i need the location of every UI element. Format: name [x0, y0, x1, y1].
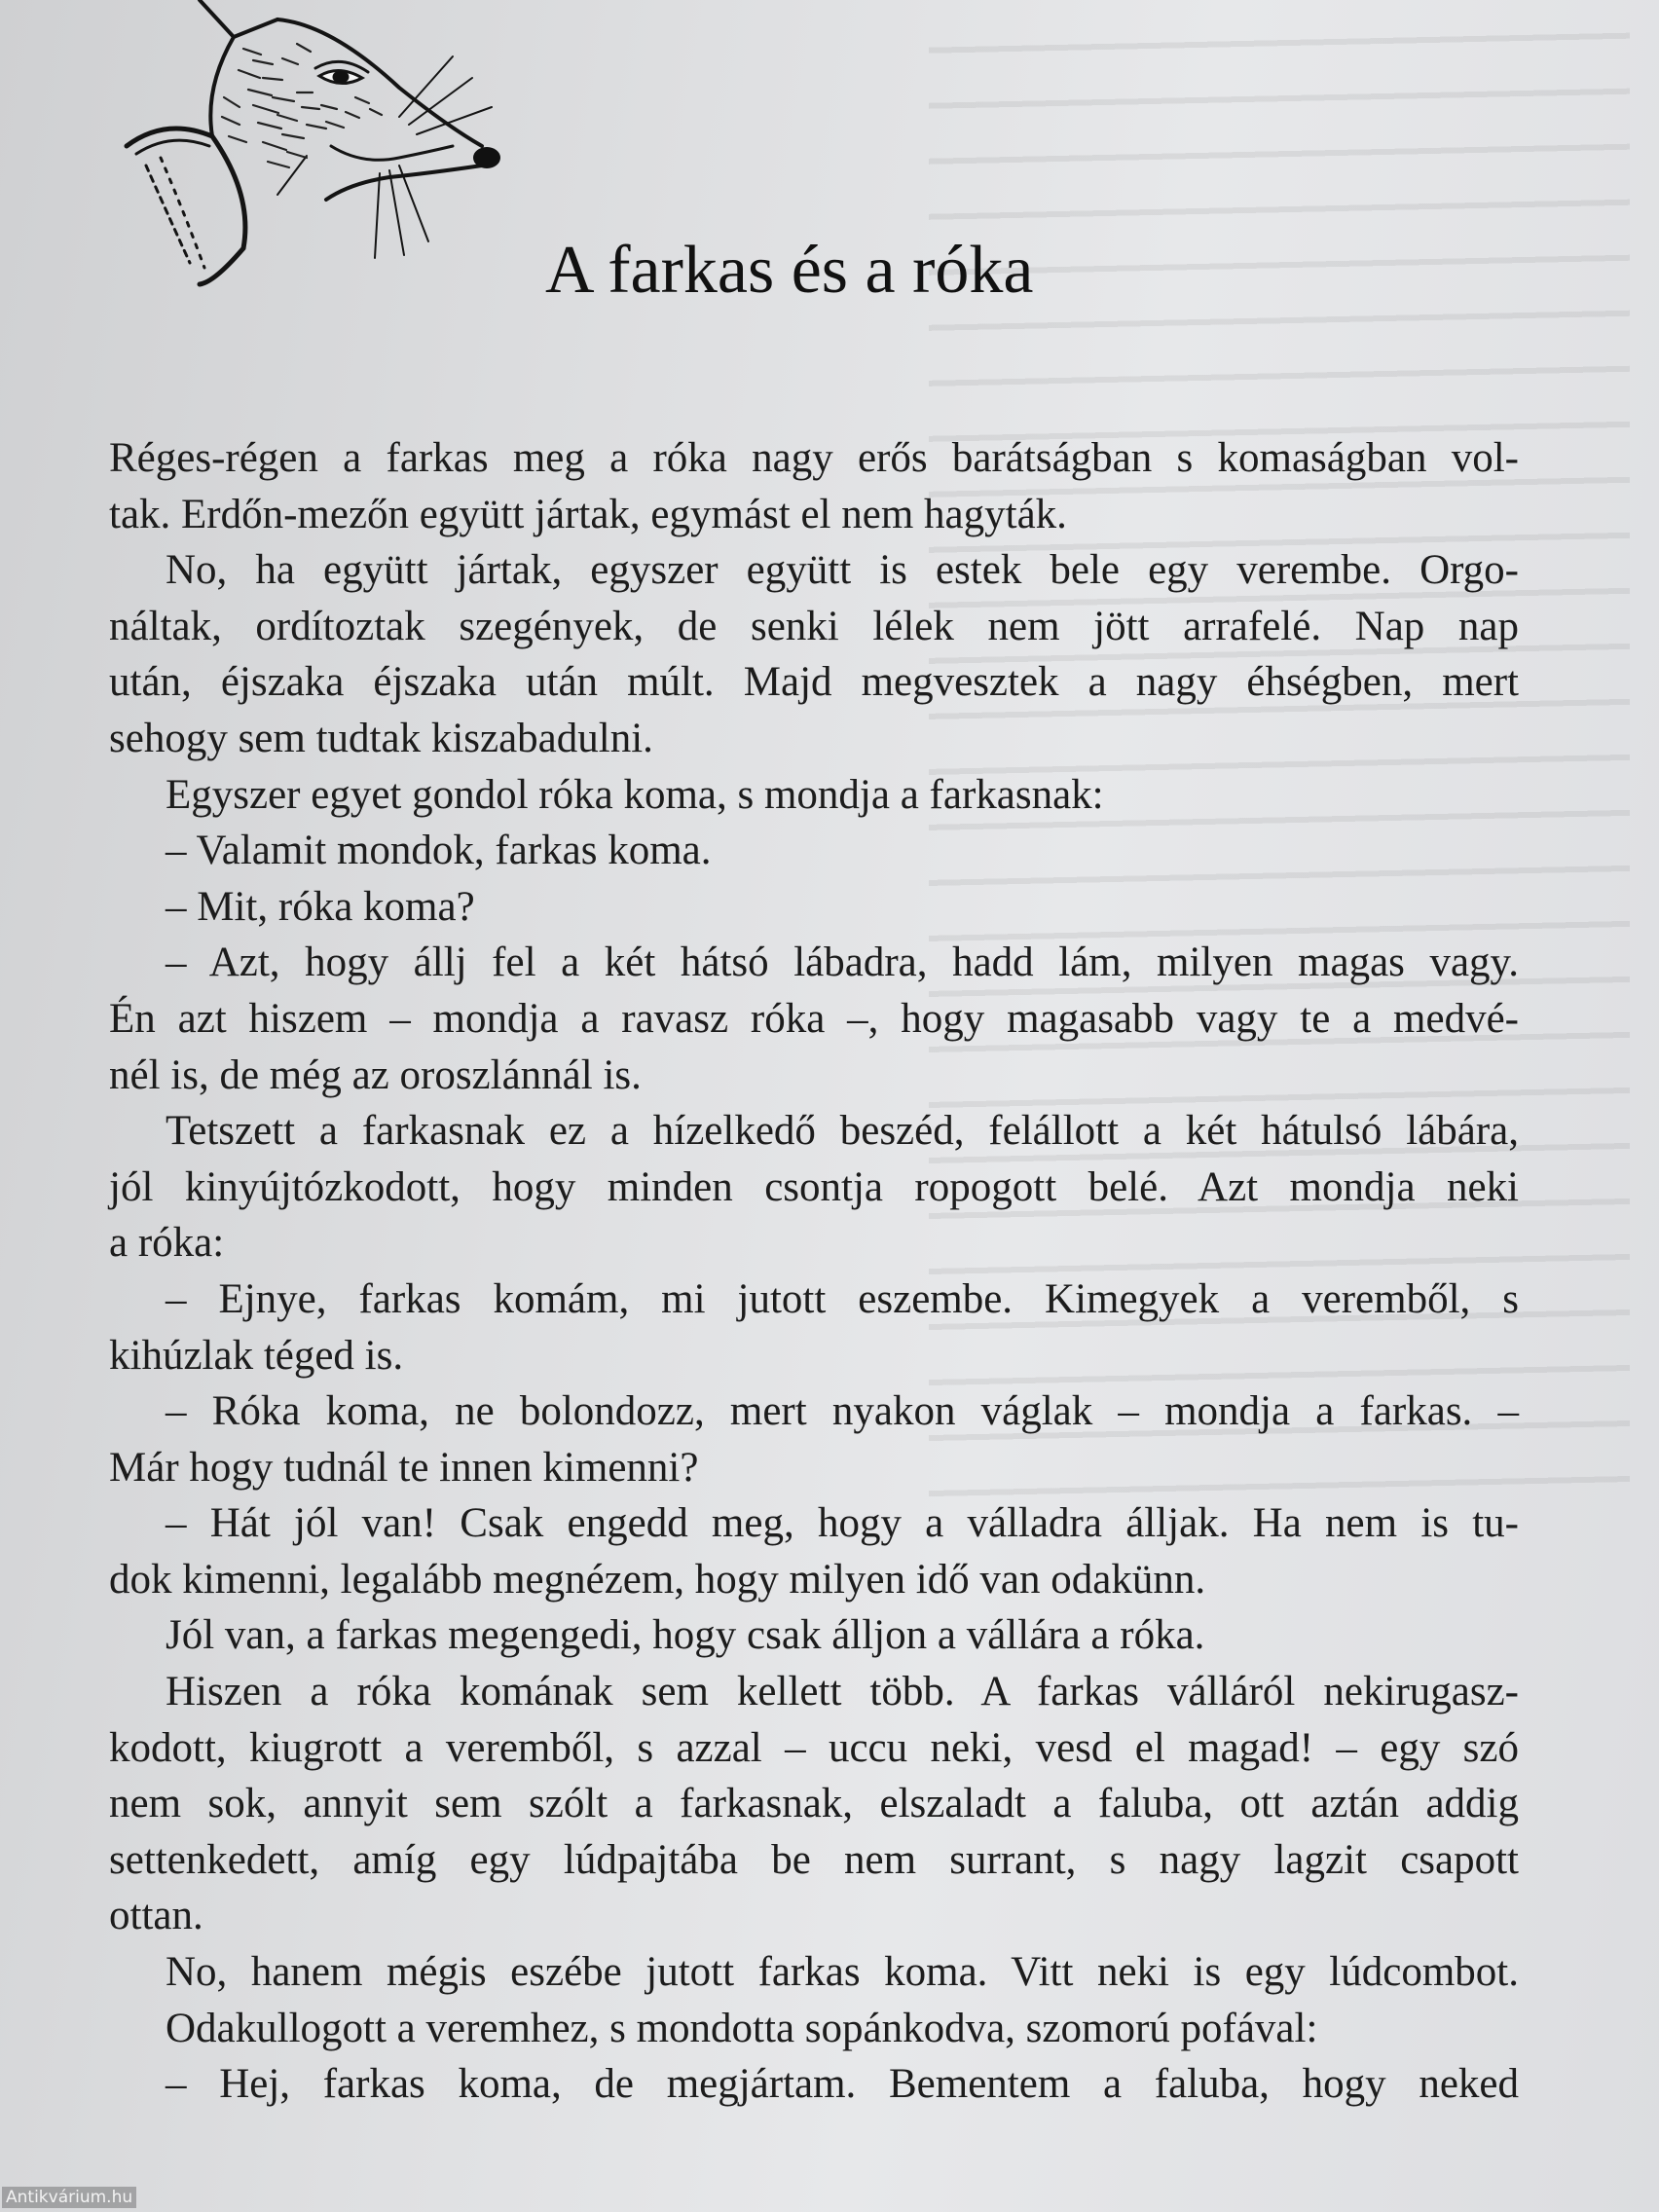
text-line: – Hej, farkas koma, de megjártam. Bementem a faluba, hogy neked: [166, 2061, 1519, 2108]
text-line: sehogy sem tudtak kiszabadulni.: [109, 715, 653, 761]
text-line: után, éjszaka éjszaka után múlt. Majd megvesztek a nagy éhségben, mert: [109, 659, 1519, 706]
text-line: kihúzlak téged is.: [109, 1332, 404, 1379]
story-text: [109, 430, 1519, 2113]
text-line: Már hogy tudnál te innen kimenni?: [109, 1444, 699, 1491]
text-line: Réges-régen a farkas meg a róka nagy erős barátságban s komaságban vol-: [109, 435, 1519, 481]
text-line: Jól van, a farkas megengedi, hogy csak álljon a vállára a róka.: [166, 1612, 1205, 1659]
text-line: – Azt, hogy állj fel a két hátsó lábadra, hadd lám, milyen magas vagy.: [166, 940, 1519, 986]
text-line: – Hát jól van! Csak engedd meg, hogy a válladra álljak. Ha nem is tu-: [166, 1500, 1519, 1547]
fox-head-icon: [107, 0, 526, 292]
text-line: Én azt hiszem – mondja a ravasz róka –, hogy magasabb vagy te a medvé-: [109, 995, 1519, 1042]
text-line: kodott, kiugrott a veremből, s azzal – uccu neki, vesd el magad! – egy szó: [109, 1724, 1519, 1771]
text-line: dok kimenni, legalább megnézem, hogy milyen idő van odakünn.: [109, 1556, 1206, 1603]
text-line: náltak, ordítoztak szegények, de senki lélek nem jött arrafelé. Nap nap: [109, 603, 1519, 649]
text-line: No, ha együtt jártak, egyszer együtt is estek bele egy verembe. Orgo-: [166, 547, 1519, 594]
text-line: Odakullogott a veremhez, s mondotta sopánkodva, szomorú pofával:: [166, 2005, 1318, 2051]
text-line: Hiszen a róka komának sem kellett több. A farkas válláról nekirugasz-: [166, 1669, 1519, 1715]
page-title: A farkas és a róka: [545, 233, 1034, 308]
text-line: No, hanem mégis eszébe jutott farkas koma. Vitt neki is egy lúdcombot.: [166, 1949, 1519, 1996]
text-line: Tetszett a farkasnak ez a hízelkedő beszéd, felállott a két hátulsó lábára,: [166, 1108, 1519, 1155]
text-line: – Mit, róka koma?: [166, 883, 475, 930]
text-line: – Ejnye, farkas komám, mi jutott eszembe. Kimegyek a veremből, s: [166, 1275, 1519, 1322]
text-line: nél is, de még az oroszlánnál is.: [109, 1051, 642, 1098]
text-line: nem sok, annyit sem szólt a farkasnak, elszaladt a faluba, ott aztán addig: [109, 1781, 1519, 1827]
text-line: – Róka koma, ne bolondozz, mert nyakon váglak – mondja a farkas. –: [166, 1388, 1519, 1435]
text-line: jól kinyújtózkodott, hogy minden csontja ropogott belé. Azt mondja neki: [109, 1163, 1519, 1210]
watermark: Antikvárium.hu: [2, 2187, 136, 2208]
text-line: settenkedett, amíg egy lúdpajtába be nem surrant, s nagy lagzit csapott: [109, 1836, 1519, 1883]
text-line: ottan.: [109, 1893, 203, 1939]
text-line: tak. Erdőn-mezőn együtt jártak, egymást el nem hagyták.: [109, 491, 1067, 537]
text-line: Egyszer egyet gondol róka koma, s mondja a farkasnak:: [166, 771, 1104, 818]
text-line: a róka:: [109, 1220, 225, 1267]
text-line: – Valamit mondok, farkas koma.: [166, 828, 712, 874]
